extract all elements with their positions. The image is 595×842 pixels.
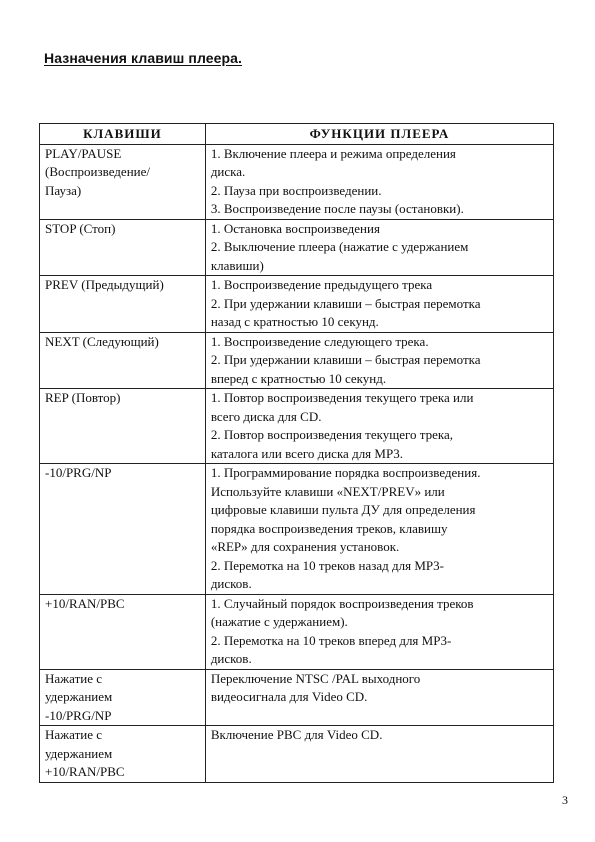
key-cell [40, 594, 206, 669]
key-cell [40, 389, 206, 464]
table-header-row [40, 124, 554, 145]
key-label-line: PLAY/PAUSE [45, 145, 122, 161]
key-cell [40, 669, 206, 726]
key-label-line: -10/PRG/NP [45, 465, 112, 480]
function-text-line: 2. Перемотка на 10 треков вперед для MP3- [210, 632, 452, 648]
column-header-keys: КЛАВИШИ [40, 124, 206, 145]
function-text-line: порядка воспроизведения треков, клавишу [210, 520, 448, 536]
key-label-line: PREV (Предыдущий) [45, 277, 164, 292]
function-cell [205, 332, 553, 389]
function-text-line: 3. Воспроизведение после паузы (остановки). [210, 201, 464, 216]
function-text-line: назад с кратностью 10 секунд. [210, 314, 379, 329]
key-label-line: +10/RAN/PBC [45, 764, 125, 779]
key-label-line: -10/PRG/NP [45, 707, 112, 723]
key-label-line: NEXT (Следующий) [45, 333, 159, 349]
table-row [40, 669, 554, 726]
key-cell [40, 332, 206, 389]
page-number: 3 [562, 793, 568, 807]
function-text-line: 1. Повтор воспроизведения текущего трека или [210, 390, 474, 405]
function-text-line: 2. При удержании клавиши – быстрая перемотка [210, 352, 481, 367]
function-text-line: 2. Повтор воспроизведения текущего трека, [210, 427, 454, 442]
function-text-line: каталога или всего диска для MP3. [210, 445, 403, 461]
function-text-line: 1. Включение плеера и режима определения [210, 145, 456, 161]
key-cell [40, 276, 206, 333]
function-text-line: 1. Программирование порядка воспроизведения. [210, 465, 481, 480]
function-text-line: (нажатие с удержанием). [210, 614, 348, 629]
table-row [40, 144, 554, 219]
key-label-line: (Воспроизведение/ [45, 164, 150, 179]
section-heading: Назначения клавиш плеера. [44, 50, 243, 66]
function-text-line: «REP» для сохранения установок. [210, 539, 400, 554]
table-row [40, 219, 554, 276]
function-text-line: вперед с кратностью 10 секунд. [210, 370, 387, 386]
function-cell [205, 464, 553, 595]
function-cell [205, 219, 553, 276]
key-functions-table [39, 123, 554, 783]
function-text-line: видеосигнала для Video CD. [210, 689, 368, 704]
function-text-line: 2. Перемотка на 10 треков назад для MP3- [210, 557, 444, 573]
key-label-line: +10/RAN/PBC [45, 595, 125, 611]
function-cell [205, 669, 553, 726]
function-cell [205, 594, 553, 669]
table-row [40, 389, 554, 464]
table-row [40, 594, 554, 669]
key-label-line: Нажатие с [45, 670, 103, 686]
table-body [40, 144, 554, 782]
function-text-line: диска. [210, 164, 246, 179]
function-cell [205, 276, 553, 333]
key-label-line: REP (Повтор) [45, 390, 121, 405]
function-text-line: дисков. [210, 576, 252, 591]
table-row [40, 332, 554, 389]
function-text-line: Используйте клавиши «NEXT/PREV» или [210, 483, 445, 499]
key-cell [40, 726, 206, 783]
key-label-line: STOP (Стоп) [45, 220, 116, 236]
table-row [40, 276, 554, 333]
function-text-line: Переключение NTSC /PAL выходного [210, 670, 421, 686]
function-text-line: дисков. [210, 651, 252, 666]
key-label-line: удержанием [45, 745, 113, 761]
function-cell [205, 389, 553, 464]
key-cell [40, 219, 206, 276]
function-text-line: 2. Выключение плеера (нажатие с удержанием [210, 239, 469, 254]
function-text-line: 1. Воспроизведение следующего трека. [210, 333, 429, 349]
function-text-line: 2. При удержании клавиши – быстрая перемотка [210, 295, 481, 311]
key-label-line: удержанием [45, 689, 113, 704]
key-label-line: Пауза) [45, 182, 82, 198]
column-header-functions: ФУНКЦИИ ПЛЕЕРА [205, 124, 553, 145]
key-cell [40, 144, 206, 219]
table-row [40, 726, 554, 783]
function-text-line: клавиши) [210, 257, 264, 273]
function-text-line: 2. Пауза при воспроизведении. [210, 182, 382, 198]
function-text-line: всего диска для CD. [210, 408, 322, 424]
function-cell [205, 726, 553, 783]
function-text-line: 1. Остановка воспроизведения [210, 220, 380, 236]
table-row [40, 464, 554, 595]
function-text-line: 1. Воспроизведение предыдущего трека [210, 277, 433, 292]
function-text-line: 1. Случайный порядок воспроизведения треков [210, 595, 474, 611]
function-cell [205, 144, 553, 219]
function-text-line: Включение PBC для Video CD. [210, 727, 383, 742]
function-text-line: цифровые клавиши пульта ДУ для определения [210, 502, 476, 517]
key-label-line: Нажатие с [45, 727, 103, 742]
key-cell [40, 464, 206, 595]
